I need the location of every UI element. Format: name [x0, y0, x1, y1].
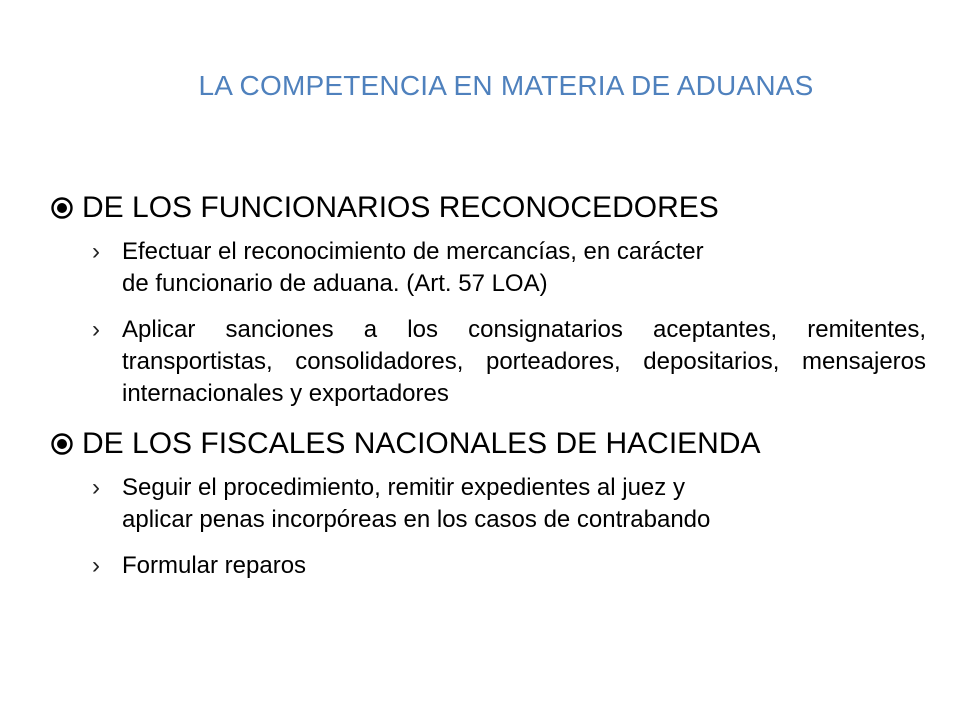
list-item — [50, 472, 926, 536]
list-item-text: Seguir el procedimiento, remitir expedientes al juez y aplicar penas incorpóreas en los casos de contrabando — [122, 474, 711, 533]
slide-title: LA COMPETENCIA EN MATERIA DE ADUANAS — [198, 70, 814, 101]
section-heading: DE LOS FISCALES NACIONALES DE HACIENDA — [82, 427, 761, 460]
chevron-right-icon: › — [92, 552, 100, 579]
sub-list — [50, 236, 926, 410]
list-item — [50, 236, 926, 300]
section-funcionarios-reconocedores — [50, 188, 926, 228]
list-item-text: Efectuar el reconocimiento de mercancías, en carácter de funcionario de aduana. (Art. 57 LOA) — [122, 238, 704, 297]
section-fiscales-nacionales-hacienda — [50, 424, 926, 464]
circled-dot-icon — [50, 188, 82, 228]
list-item-text: Aplicar sanciones a los consignatarios aceptantes, remitentes, transportistas, consolidadores, porteadores, depositarios, mensajeros internacionales y exportadores — [122, 316, 926, 407]
list-item — [50, 314, 926, 410]
list-item-text: Formular reparos — [122, 552, 307, 579]
chevron-right-icon: › — [92, 238, 100, 265]
slide-content — [50, 188, 926, 596]
circled-dot-icon — [50, 424, 82, 464]
list-item — [50, 550, 926, 582]
section-heading: DE LOS FUNCIONARIOS RECONOCEDORES — [82, 191, 719, 224]
chevron-right-icon: › — [92, 316, 100, 343]
sub-list — [50, 472, 926, 582]
chevron-right-icon: › — [92, 474, 100, 501]
